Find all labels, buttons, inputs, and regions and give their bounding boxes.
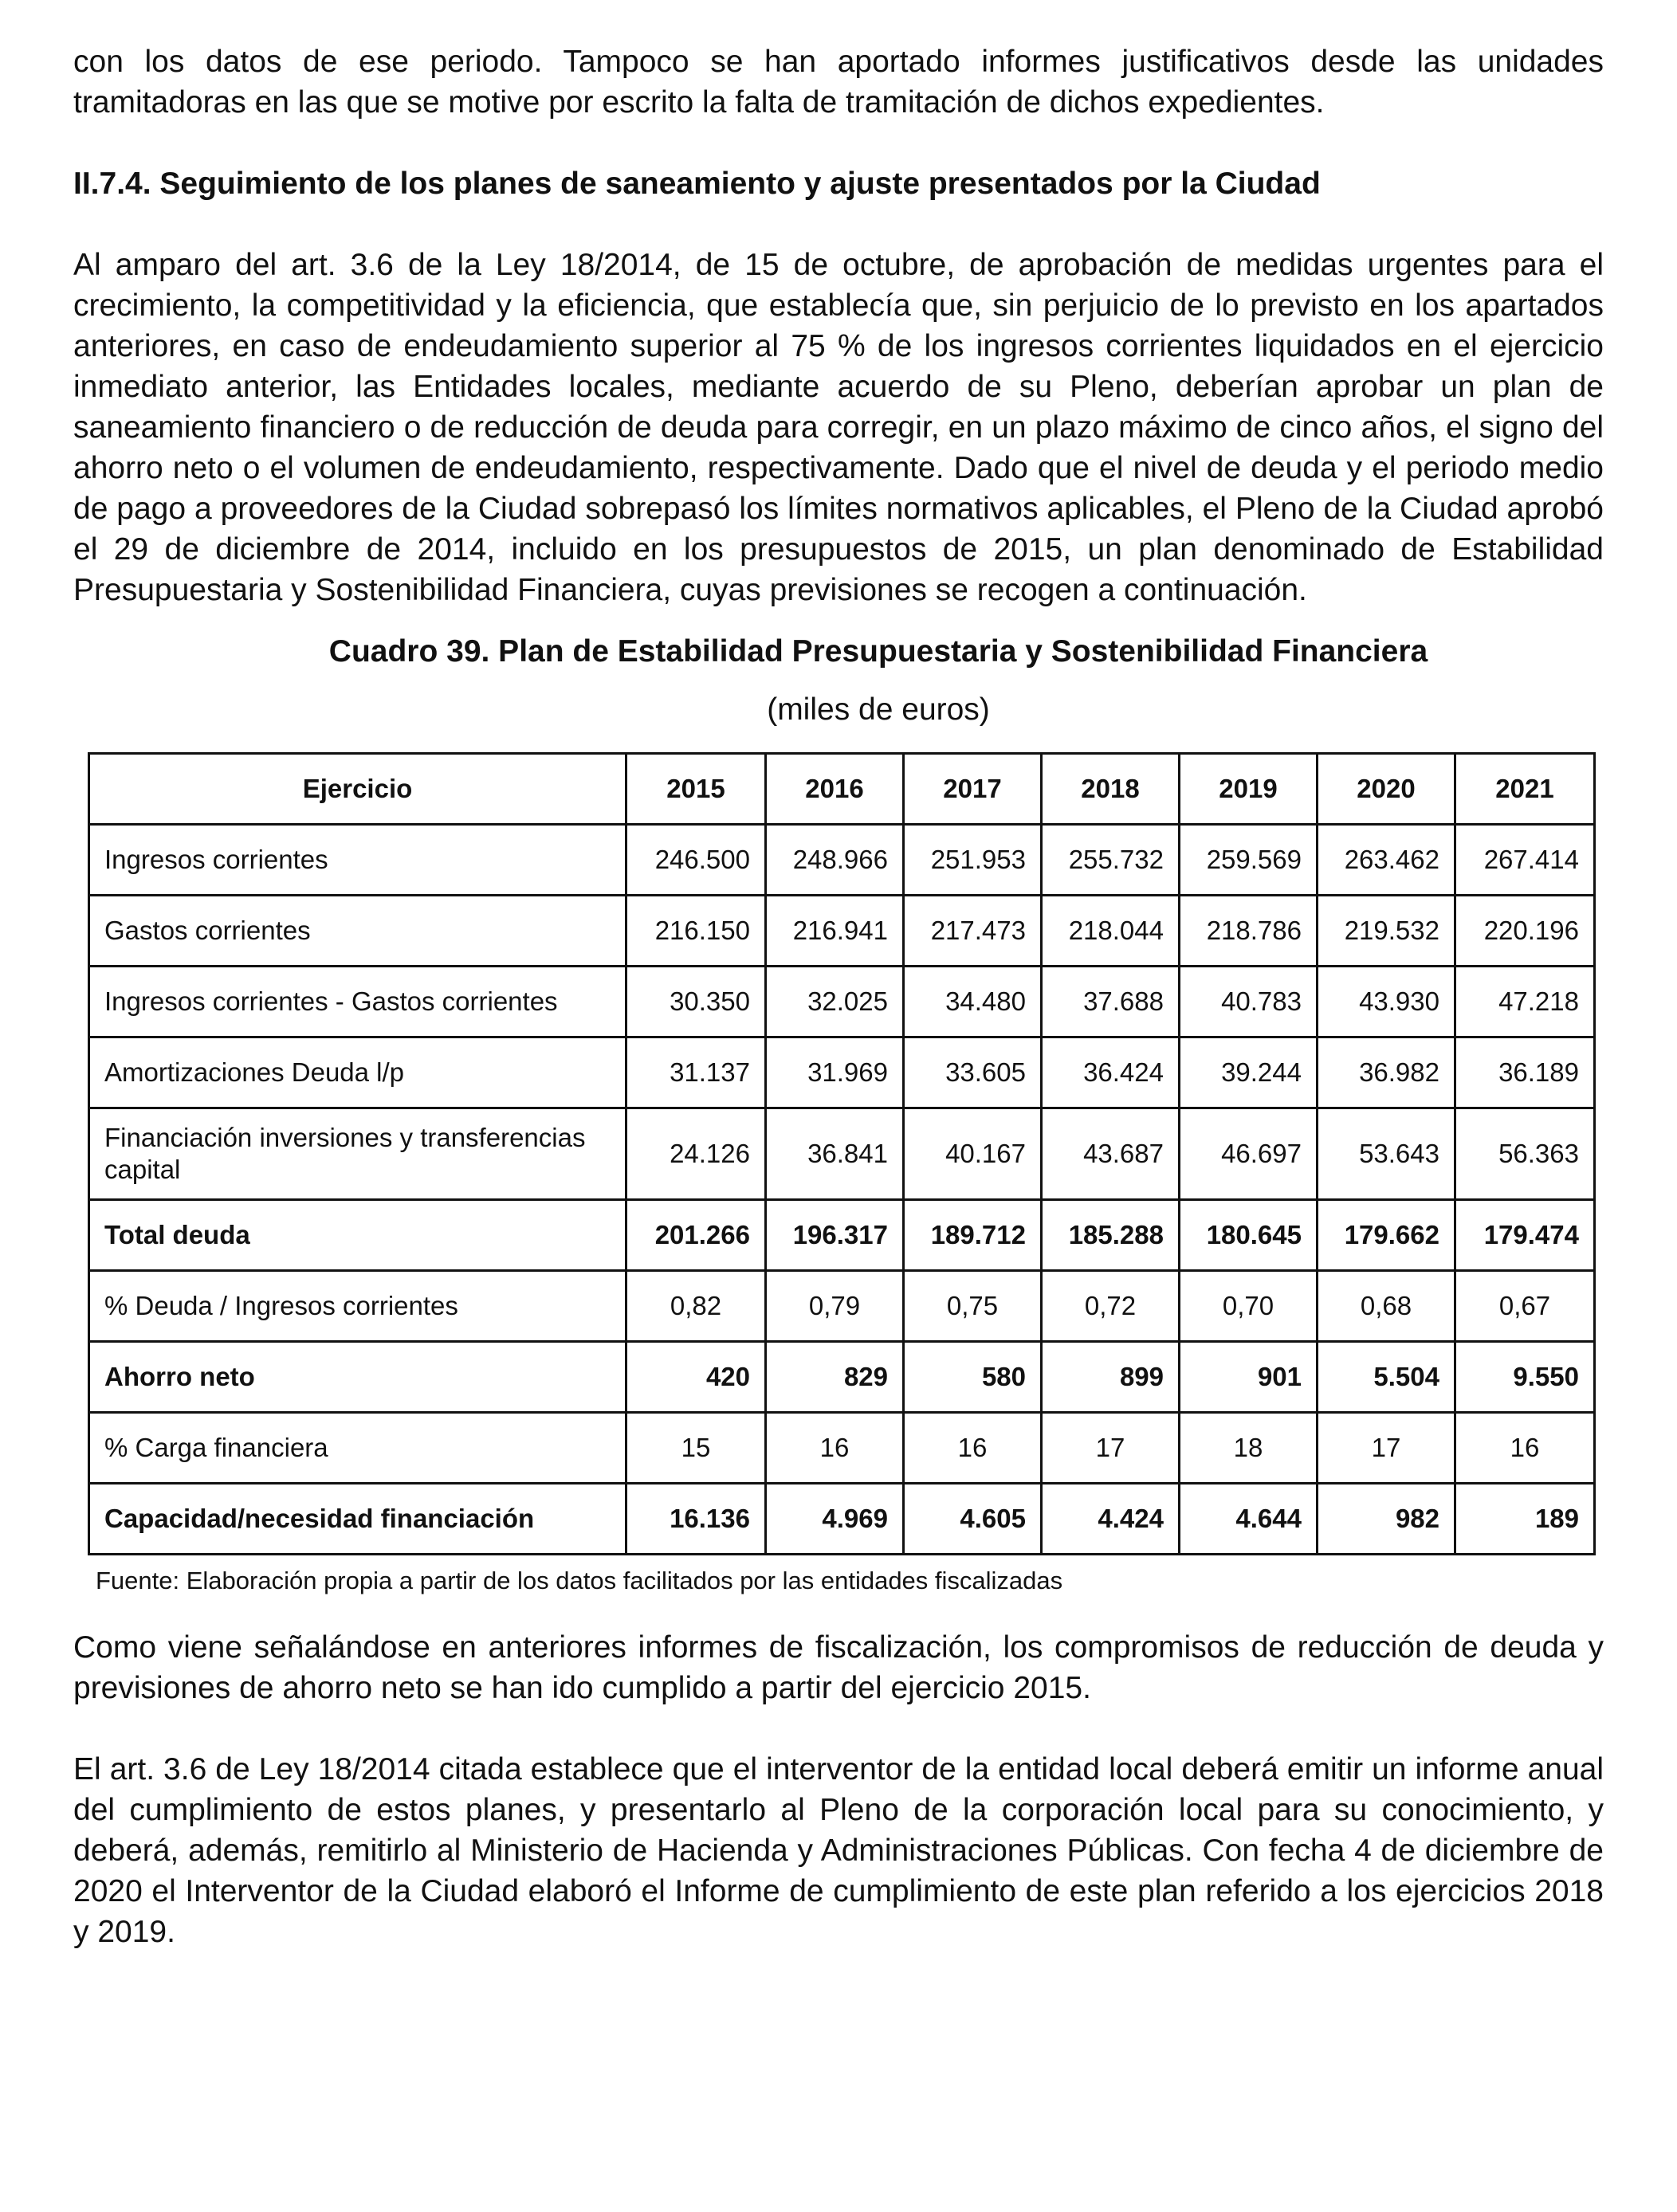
table-cell: 219.532 bbox=[1318, 896, 1455, 967]
table-cell: 4.969 bbox=[766, 1484, 904, 1555]
table-title: Cuadro 39. Plan de Estabilidad Presupuestaria y Sostenibilidad Financiera bbox=[328, 634, 1428, 669]
table-cell: 179.474 bbox=[1455, 1200, 1595, 1271]
table-cell: 179.662 bbox=[1318, 1200, 1455, 1271]
plan-table bbox=[88, 752, 1596, 1555]
table-cell: 17 bbox=[1318, 1413, 1455, 1484]
table-row bbox=[89, 1413, 1595, 1484]
row-label: Ingresos corrientes bbox=[89, 825, 626, 896]
header-cell: 2015 bbox=[626, 754, 766, 825]
table-row bbox=[89, 1200, 1595, 1271]
table-cell: 18 bbox=[1180, 1413, 1318, 1484]
row-label: % Deuda / Ingresos corrientes bbox=[89, 1271, 626, 1342]
table-cell: 16 bbox=[1455, 1413, 1595, 1484]
section-paragraph: Al amparo del art. 3.6 de la Ley 18/2014, de 15 de octubre, de aprobación de medidas urgentes para el crecimiento, la competitividad y la eficiencia, que establecía que, sin perjuicio de lo previsto en los apartados anteriores, en caso de endeudamiento superior al 75 % de los ingresos corrientes liquidados en el ejercicio inmediato anterior, las Entidades locales, mediante acuerdo de su Pleno, deberían aprobar un plan de saneamiento financiero o de reducción de deuda para corregir, en un plazo máximo de cinco años, el signo del ahorro neto o el volumen de endeudamiento, respectivamente. Dado que el nivel de deuda y el periodo medio de pago a proveedores de la Ciudad sobrepasó los límites normativos aplicables, el Pleno de la Ciudad aprobó el 29 de diciembre de 2014, incluido en los presupuestos de 2015, un plan denominado de Estabilidad Presupuestaria y Sostenibilidad Financiera, cuyas previsiones se recogen a continuación. bbox=[73, 248, 1604, 607]
table-cell: 40.167 bbox=[904, 1108, 1042, 1200]
document-page bbox=[73, 41, 1604, 1952]
table-cell: 196.317 bbox=[766, 1200, 904, 1271]
table-cell: 180.645 bbox=[1180, 1200, 1318, 1271]
table-cell: 43.930 bbox=[1318, 967, 1455, 1037]
table-header-row bbox=[89, 754, 1595, 825]
table-cell: 46.697 bbox=[1180, 1108, 1318, 1200]
table-cell: 47.218 bbox=[1455, 967, 1595, 1037]
table-cell: 259.569 bbox=[1180, 825, 1318, 896]
table-cell: 15 bbox=[626, 1413, 766, 1484]
table-cell: 36.982 bbox=[1318, 1037, 1455, 1108]
table-cell: 40.783 bbox=[1180, 967, 1318, 1037]
table-cell: 982 bbox=[1318, 1484, 1455, 1555]
row-label: % Carga financiera bbox=[89, 1413, 626, 1484]
table-cell: 4.424 bbox=[1042, 1484, 1180, 1555]
table-cell: 43.687 bbox=[1042, 1108, 1180, 1200]
row-label: Ingresos corrientes - Gastos corrientes bbox=[89, 967, 626, 1037]
table-cell: 255.732 bbox=[1042, 825, 1180, 896]
table-cell: 201.266 bbox=[626, 1200, 766, 1271]
table-cell: 0,72 bbox=[1042, 1271, 1180, 1342]
row-label: Gastos corrientes bbox=[89, 896, 626, 967]
table-cell: 4.605 bbox=[904, 1484, 1042, 1555]
table-cell: 36.841 bbox=[766, 1108, 904, 1200]
table-cell: 829 bbox=[766, 1342, 904, 1413]
table-cell: 53.643 bbox=[1318, 1108, 1455, 1200]
table-cell: 218.044 bbox=[1042, 896, 1180, 967]
row-label: Capacidad/necesidad financiación bbox=[89, 1484, 626, 1555]
table-cell: 218.786 bbox=[1180, 896, 1318, 967]
table-cell: 216.150 bbox=[626, 896, 766, 967]
table-cell: 267.414 bbox=[1455, 825, 1595, 896]
table-unit: (miles de euros) bbox=[767, 692, 990, 727]
table-cell: 0,82 bbox=[626, 1271, 766, 1342]
closing-paragraph-1: Como viene señalándose en anteriores informes de fiscalización, los compromisos de reducción de deuda y previsiones de ahorro neto se han ido cumplido a partir del ejercicio 2015. bbox=[73, 1630, 1604, 1705]
table-row bbox=[89, 967, 1595, 1037]
row-label: Ahorro neto bbox=[89, 1342, 626, 1413]
table-cell: 30.350 bbox=[626, 967, 766, 1037]
table-cell: 580 bbox=[904, 1342, 1042, 1413]
intro-paragraph: con los datos de ese periodo. Tampoco se han aportado informes justificativos desde las unidades tramitadoras en las que se motive por escrito la falta de tramitación de dichos expedientes. bbox=[73, 45, 1604, 120]
table-cell: 189 bbox=[1455, 1484, 1595, 1555]
table-cell: 0,75 bbox=[904, 1271, 1042, 1342]
table-cell: 185.288 bbox=[1042, 1200, 1180, 1271]
table-cell: 0,68 bbox=[1318, 1271, 1455, 1342]
table-cell: 17 bbox=[1042, 1413, 1180, 1484]
table-cell: 248.966 bbox=[766, 825, 904, 896]
table-cell: 37.688 bbox=[1042, 967, 1180, 1037]
table-cell: 0,70 bbox=[1180, 1271, 1318, 1342]
table-cell: 36.424 bbox=[1042, 1037, 1180, 1108]
closing-paragraph-2: El art. 3.6 de Ley 18/2014 citada establece que el interventor de la entidad local deberá emitir un informe anual del cumplimiento de estos planes, y presentarlo al Pleno de la corporación local para su conocimiento, y deberá, además, remitirlo al Ministerio de Hacienda y Administraciones Públicas. Con fecha 4 de diciembre de 2020 el Interventor de la Ciudad elaboró el Informe de cumplimiento de este plan referido a los ejercicios 2018 y 2019. bbox=[73, 1752, 1604, 1949]
table-row bbox=[89, 825, 1595, 896]
table-row bbox=[89, 1271, 1595, 1342]
table-cell: 56.363 bbox=[1455, 1108, 1595, 1200]
row-label: Total deuda bbox=[89, 1200, 626, 1271]
table-cell: 216.941 bbox=[766, 896, 904, 967]
table-source: Fuente: Elaboración propia a partir de los datos facilitados por las entidades fiscalizadas bbox=[96, 1567, 1063, 1594]
header-cell: 2021 bbox=[1455, 754, 1595, 825]
table-cell: 31.137 bbox=[626, 1037, 766, 1108]
table-cell: 251.953 bbox=[904, 825, 1042, 896]
table-cell: 39.244 bbox=[1180, 1037, 1318, 1108]
row-label: Financiación inversiones y transferencias capital bbox=[89, 1108, 626, 1200]
table-cell: 32.025 bbox=[766, 967, 904, 1037]
table-cell: 263.462 bbox=[1318, 825, 1455, 896]
table-cell: 33.605 bbox=[904, 1037, 1042, 1108]
table-cell: 4.644 bbox=[1180, 1484, 1318, 1555]
table-cell: 899 bbox=[1042, 1342, 1180, 1413]
table-row bbox=[89, 896, 1595, 967]
table-cell: 0,79 bbox=[766, 1271, 904, 1342]
header-cell: 2018 bbox=[1042, 754, 1180, 825]
table-row bbox=[89, 1037, 1595, 1108]
table-cell: 5.504 bbox=[1318, 1342, 1455, 1413]
table-cell: 189.712 bbox=[904, 1200, 1042, 1271]
table-row bbox=[89, 1108, 1595, 1200]
section-heading: II.7.4. Seguimiento de los planes de saneamiento y ajuste presentados por la Ciudad bbox=[73, 167, 1321, 201]
header-cell: 2019 bbox=[1180, 754, 1318, 825]
table-cell: 420 bbox=[626, 1342, 766, 1413]
header-cell: Ejercicio bbox=[89, 754, 626, 825]
table-cell: 34.480 bbox=[904, 967, 1042, 1037]
table-cell: 9.550 bbox=[1455, 1342, 1595, 1413]
table-cell: 16.136 bbox=[626, 1484, 766, 1555]
header-cell: 2016 bbox=[766, 754, 904, 825]
table-cell: 16 bbox=[766, 1413, 904, 1484]
table-cell: 246.500 bbox=[626, 825, 766, 896]
table-cell: 31.969 bbox=[766, 1037, 904, 1108]
header-cell: 2020 bbox=[1318, 754, 1455, 825]
table-cell: 220.196 bbox=[1455, 896, 1595, 967]
table-row bbox=[89, 1342, 1595, 1413]
table-cell: 217.473 bbox=[904, 896, 1042, 967]
table-cell: 0,67 bbox=[1455, 1271, 1595, 1342]
table-row bbox=[89, 1484, 1595, 1555]
table-cell: 901 bbox=[1180, 1342, 1318, 1413]
table-cell: 24.126 bbox=[626, 1108, 766, 1200]
table-cell: 16 bbox=[904, 1413, 1042, 1484]
row-label: Amortizaciones Deuda l/p bbox=[89, 1037, 626, 1108]
table-cell: 36.189 bbox=[1455, 1037, 1595, 1108]
header-cell: 2017 bbox=[904, 754, 1042, 825]
